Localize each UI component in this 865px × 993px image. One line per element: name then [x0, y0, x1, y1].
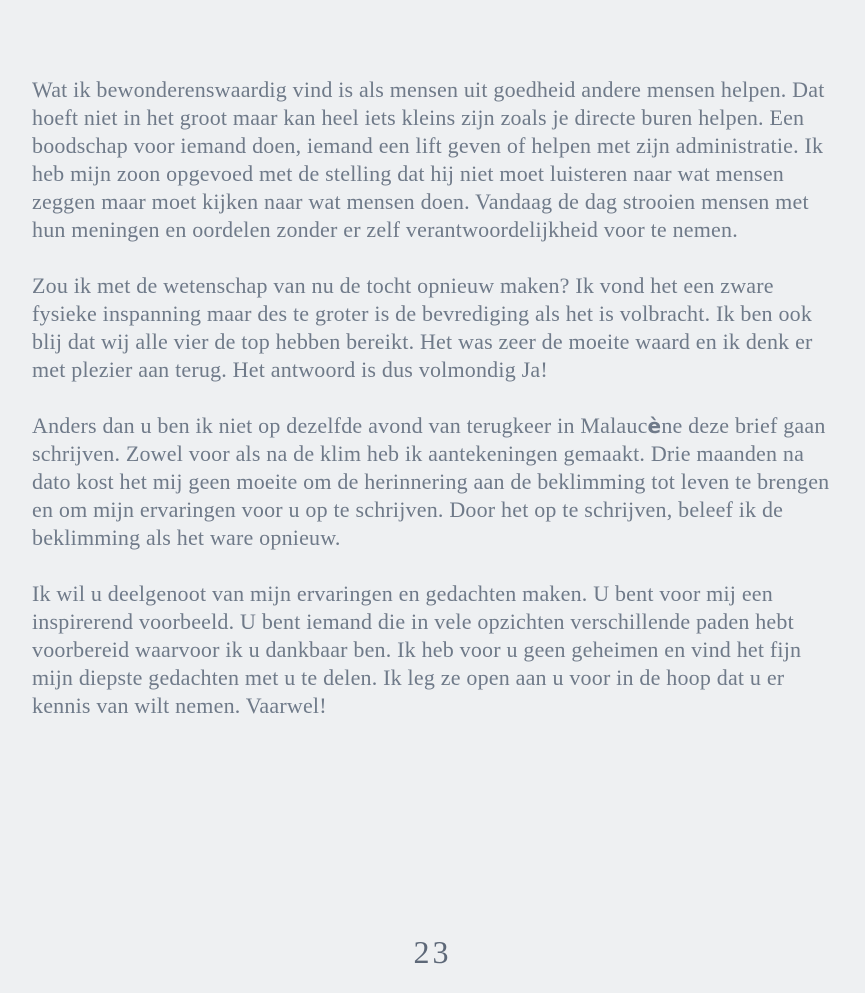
accent-e-grave: è [647, 414, 662, 438]
paragraph-3-post: ne deze brief gaan schrijven. Zowel voor als na de klim heb ik aantekeningen gemaakt. Drie maanden na dato kost het mij geen moeite om de herinnering aan de beklimming tot leven te brengen en om mijn ervaringen voor u op te schrijven. Door het op te schrijven, beleef ik de beklimming als het ware opnieuw. [32, 413, 830, 550]
paragraph-1: Wat ik bewonderenswaardig vind is als mensen uit goedheid andere mensen helpen. Dat hoeft niet in het groot maar kan heel iets kleins zijn zoals je directe buren helpen. Een boodschap voor iemand doen, iemand een lift geven of helpen met zijn administratie. Ik heb mijn zoon opgevoed met de stelling dat hij niet moet luisteren naar wat mensen zeggen maar moet kijken naar wat mensen doen. Vandaag de dag strooien mensen met hun meningen en oordelen zonder er zelf verantwoordelijkheid voor te nemen. [32, 77, 825, 242]
paragraph-3-pre: Anders dan u ben ik niet op dezelfde avond van terugkeer in Malauc [32, 413, 648, 438]
paragraph-3 [32, 412, 834, 552]
letter-text-block [32, 76, 834, 748]
page-number: 23 [413, 934, 452, 970]
paragraph-2: Zou ik met de wetenschap van nu de tocht opnieuw maken? Ik vond het een zware fysieke inspanning maar des te groter is de bevrediging als het is volbracht. Ik ben ook blij dat wij alle vier de top hebben bereikt. Het was zeer de moeite waard en ik denk er met plezier aan terug. Het antwoord is dus volmondig Ja! [32, 273, 813, 382]
paragraph-4: Ik wil u deelgenoot van mijn ervaringen en gedachten maken. U bent voor mij een inspirerend voorbeeld. U bent iemand die in vele opzichten verschillende paden hebt voorbereid waarvoor ik u dankbaar ben. Ik heb voor u geen geheimen en vind het fijn mijn diepste gedachten met u te delen. Ik leg ze open aan u voor in de hoop dat u er kennis van wilt nemen. Vaarwel! [32, 581, 802, 718]
